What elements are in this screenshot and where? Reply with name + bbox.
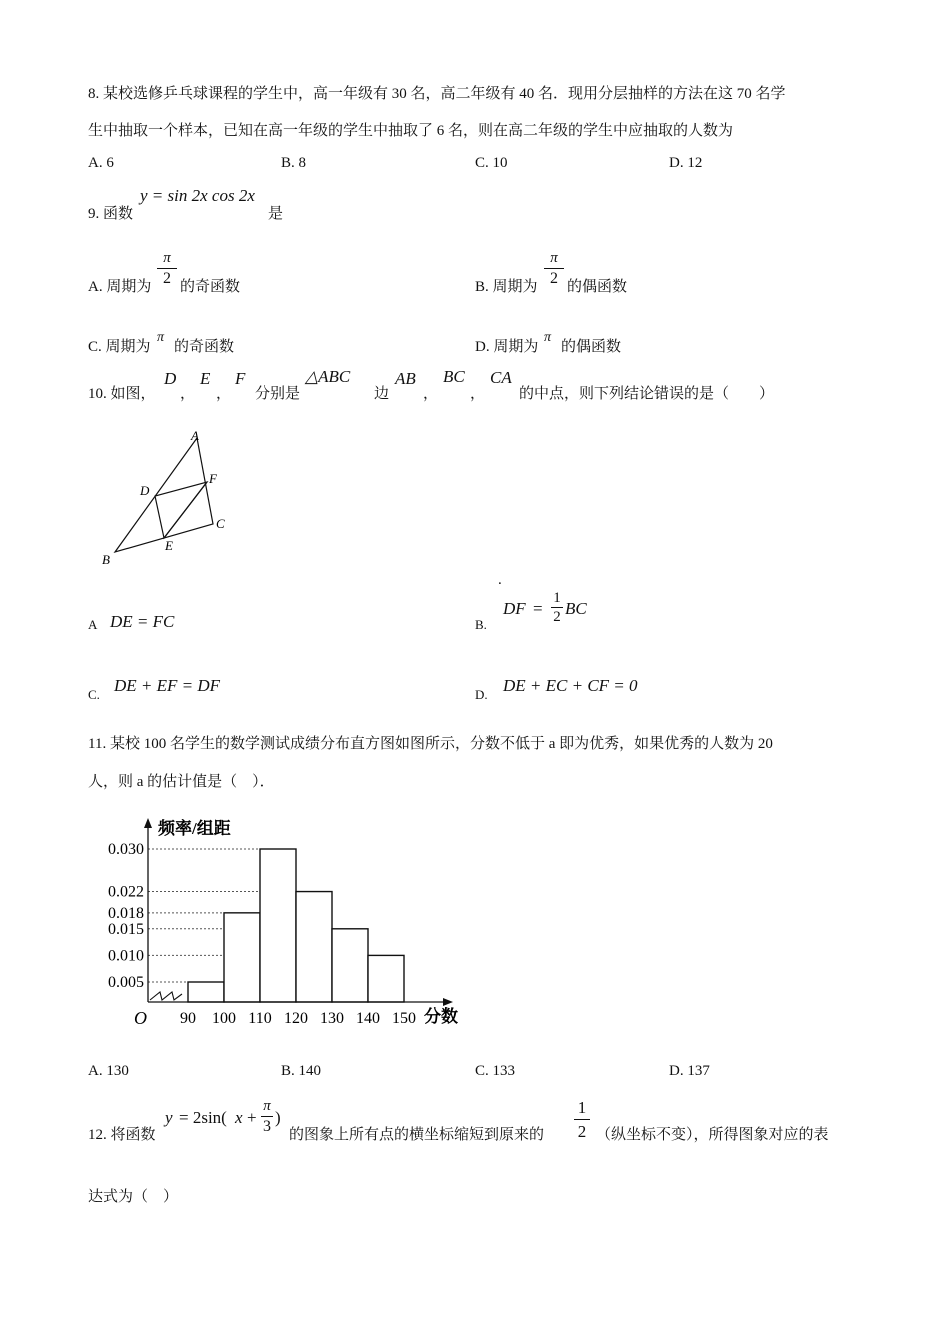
q10-triangle: △ABC bbox=[305, 367, 351, 386]
q10-prefix: 10. 如图， bbox=[88, 386, 156, 402]
q8-option-c: C. 10 bbox=[475, 155, 508, 171]
q11-line1: 11. 某校 100 名学生的数学测试成绩分布直方图如图所示，分数不低于 a 即为优秀，如果优秀的人数为 20 bbox=[88, 736, 773, 752]
x-tick-label: 130 bbox=[320, 1010, 344, 1027]
figure-label-d: D bbox=[140, 483, 150, 498]
q10-side-ca: CA bbox=[490, 368, 512, 387]
x-tick-label: 150 bbox=[392, 1010, 416, 1027]
q12-prefix: 12. 将函数 bbox=[88, 1127, 156, 1143]
y-tick-label: 0.018 bbox=[108, 904, 144, 922]
q9-suffix: 是 bbox=[268, 206, 284, 222]
q8-line2: 生中抽取一个样本，已知在高一年级的学生中抽取了 6 名，则在高二年级的学生中应抽取的人数为 bbox=[88, 123, 734, 139]
q9-option-d-period: π bbox=[544, 330, 552, 345]
y-axis-label: 频率/组距 bbox=[158, 819, 231, 838]
x-axis-arrow bbox=[443, 998, 453, 1006]
y-tick-label: 0.030 bbox=[108, 841, 144, 858]
q10-option-d-expr: DE + EC + CF = 0 bbox=[503, 676, 638, 695]
figure-label-e: E bbox=[165, 538, 173, 553]
q12-fraction: 1 2 bbox=[574, 1098, 590, 1141]
q8-option-d: D. 12 bbox=[669, 155, 703, 171]
figure-label-c: C bbox=[216, 516, 225, 531]
x-tick-label: 110 bbox=[248, 1010, 272, 1027]
q8-option-b: B. 8 bbox=[281, 155, 307, 171]
x-tick-label: 100 bbox=[212, 1010, 236, 1027]
q10-side-bc: BC bbox=[443, 367, 465, 386]
q10-comma: ， bbox=[180, 386, 196, 402]
q11-option-b: B. 140 bbox=[281, 1063, 322, 1079]
q10-triangle-figure bbox=[96, 424, 246, 574]
histogram-chart bbox=[90, 812, 480, 1037]
q9-option-c-period: π bbox=[157, 330, 165, 345]
histogram-bar-90-100 bbox=[188, 982, 224, 1002]
q10-point-d: D bbox=[164, 369, 177, 388]
figure-label-b: B bbox=[102, 552, 110, 567]
midpoint-triangle-def bbox=[155, 482, 207, 538]
q9-option-c-label: C. 周期为 bbox=[88, 339, 151, 355]
q10-comma: ， bbox=[216, 386, 232, 402]
q9-option-c-tail: 的奇函数 bbox=[174, 339, 235, 355]
q11-option-c: C. 133 bbox=[475, 1063, 516, 1079]
triangle-abc bbox=[115, 438, 213, 552]
y-tick-label: 0.015 bbox=[108, 920, 144, 938]
figure-label-a: A bbox=[191, 428, 199, 443]
q10-option-c-expr: DE + EF = DF bbox=[114, 676, 221, 695]
q9-formula bbox=[140, 186, 255, 206]
q9-option-b-tail: 的偶函数 bbox=[567, 279, 628, 295]
segment-ef bbox=[164, 482, 207, 538]
q9-option-a-tail: 的奇函数 bbox=[180, 279, 241, 295]
q10-option-d-letter: D. bbox=[475, 687, 488, 702]
q12-suffix: （纵坐标不变），所得图象对应的表 bbox=[596, 1127, 829, 1143]
q11-option-d: D. 137 bbox=[669, 1063, 710, 1079]
histogram-bar-110-120 bbox=[260, 849, 296, 1002]
x-tick-label: 90 bbox=[180, 1010, 196, 1027]
q11-option-a: A. 130 bbox=[88, 1063, 129, 1079]
q10-side-ab: AB bbox=[395, 369, 416, 388]
x-tick-label: 120 bbox=[284, 1010, 308, 1027]
q10-mid2: 边 bbox=[374, 386, 390, 402]
q10-comma: ， bbox=[423, 386, 439, 402]
q11-line2: 人，则 a 的估计值是（ ）． bbox=[88, 774, 275, 790]
q10-point-f: F bbox=[235, 369, 246, 388]
q8-line1: 8. 某校选修乒乓球课程的学生中，高一年级有 30 名，高二年级有 40 名．现用分层抽样的方法在这 70 名学 bbox=[88, 86, 786, 102]
histogram-bar-130-140 bbox=[332, 929, 368, 1002]
q10-option-a-letter: A bbox=[88, 617, 98, 632]
q10-point-e: E bbox=[200, 369, 211, 388]
y-axis-arrow bbox=[144, 818, 152, 828]
q10-stray-dot: . bbox=[498, 572, 502, 588]
q12-line2: 达式为（ ） bbox=[88, 1189, 179, 1205]
origin-label: O bbox=[134, 1008, 147, 1028]
q12-mid: 的图象上所有点的横坐标缩短到原来的 bbox=[289, 1127, 545, 1143]
q9-option-b-label: B. 周期为 bbox=[475, 279, 538, 295]
y-tick-label: 0.022 bbox=[108, 883, 144, 901]
q9-formula-text: y = sin 2x cos 2x bbox=[140, 186, 255, 205]
q9-option-d-tail: 的偶函数 bbox=[561, 339, 622, 355]
q9-option-d-label: D. 周期为 bbox=[475, 339, 539, 355]
x-tick-label: 140 bbox=[356, 1010, 380, 1027]
histogram-bar-120-130 bbox=[296, 892, 332, 1002]
q10-mid1: 分别是 bbox=[255, 386, 301, 402]
histogram-bar-100-110 bbox=[224, 913, 260, 1002]
q10-option-a-expr: DE = FC bbox=[110, 612, 175, 631]
y-tick-label: 0.010 bbox=[108, 947, 144, 965]
q12-formula: y = 2sin( x + π 3 ) bbox=[165, 1098, 281, 1135]
histogram-bar-140-150 bbox=[368, 955, 404, 1002]
figure-label-f: F bbox=[209, 471, 217, 486]
q9-option-a-label: A. 周期为 bbox=[88, 279, 152, 295]
q10-comma: ， bbox=[470, 386, 486, 402]
q9-option-a-period: π 2 bbox=[157, 250, 177, 287]
axis-break-mark bbox=[150, 992, 182, 1000]
q10-suffix: 的中点，则下列结论错误的是（ ） bbox=[519, 386, 775, 402]
q9-prefix: 9. 函数 bbox=[88, 206, 134, 222]
q10-option-b-letter: B. bbox=[475, 617, 487, 632]
y-tick-label: 0.005 bbox=[108, 974, 144, 991]
x-axis-label: 分数 bbox=[424, 1007, 458, 1026]
q9-option-b-period: π 2 bbox=[544, 250, 564, 287]
q8-option-a: A. 6 bbox=[88, 155, 114, 171]
q10-option-c-letter: C. bbox=[88, 687, 100, 702]
